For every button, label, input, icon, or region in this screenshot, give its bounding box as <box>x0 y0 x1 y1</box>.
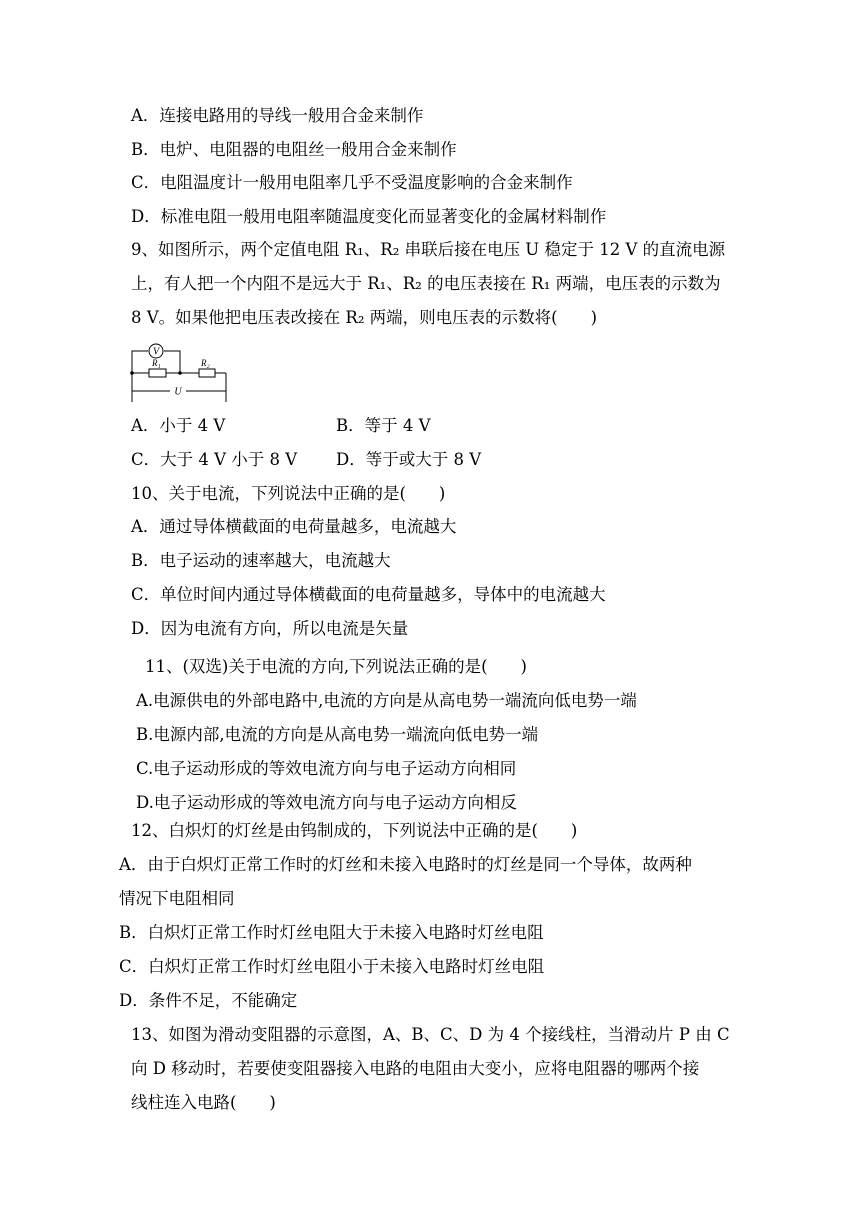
q9-option-a: A．小于 4 V <box>131 416 226 435</box>
r1-label: R₁ <box>152 358 161 368</box>
q10-option-c: C．单位时间内通过导体横截面的电荷量越多，导体中的电流越大 <box>131 585 606 604</box>
q11-option-c: C.电子运动形成的等效电流方向与电子运动方向相同 <box>136 759 517 778</box>
q13-stem-line-3: 线柱连入电路( ) <box>131 1093 276 1112</box>
q13-stem-line-2: 向 D 移动时，若要使变阻器接入电路的电阻由大变小，应将电阻器的哪两个接 <box>131 1059 700 1078</box>
q11-option-b: B.电源内部,电流的方向是从高电势一端流向低电势一端 <box>136 725 539 744</box>
r2-label: R₂ <box>201 358 210 368</box>
q12-stem: 12、白炽灯的灯丝是由钨制成的，下列说法中正确的是( ) <box>131 821 578 840</box>
q12-option-a: A．由于白炽灯正常工作时的灯丝和未接入电路时的灯丝是同一个导体，故两种 <box>119 855 692 874</box>
q9-circuit-diagram <box>128 342 230 404</box>
q10-option-a: A．通过导体横截面的电荷量越多，电流越大 <box>131 517 457 536</box>
q12-option-c: C．白炽灯正常工作时灯丝电阻小于未接入电路时灯丝电阻 <box>119 957 545 976</box>
q9-option-c: C．大于 4 V 小于 8 V <box>131 450 298 469</box>
q8-option-a: A．连接电路用的导线一般用合金来制作 <box>131 106 424 125</box>
q11-option-a: A.电源供电的外部电路中,电流的方向是从高电势一端流向低电势一端 <box>136 691 637 710</box>
q8-option-c: C．电阻温度计一般用电阻率几乎不受温度影响的合金来制作 <box>131 173 573 192</box>
q12-option-b: B．白炽灯正常工作时灯丝电阻大于未接入电路时灯丝电阻 <box>119 923 544 942</box>
q8-option-d: D．标准电阻一般用电阻率随温度变化而显著变化的金属材料制作 <box>131 207 607 226</box>
q10-option-d: D．因为电流有方向，所以电流是矢量 <box>131 619 409 638</box>
u-label: U <box>174 386 182 398</box>
q10-stem: 10、关于电流，下列说法中正确的是( ) <box>131 484 446 503</box>
voltmeter-label: V <box>152 346 160 358</box>
q11-option-d: D.电子运动形成的等效电流方向与电子运动方向相反 <box>136 793 517 812</box>
q9-option-d: D．等于或大于 8 V <box>336 450 482 469</box>
q9-stem-line-2: 上，有人把一个内阻不是远大于 R₁、R₂ 的电压表接在 R₁ 两端，电压表的示数为 <box>131 274 721 293</box>
q12-option-d: D．条件不足，不能确定 <box>119 991 298 1010</box>
q9-stem-line-1: 9、如图所示，两个定值电阻 R₁、R₂ 串联后接在电压 U 稳定于 12 V 的直流电源 <box>131 240 726 259</box>
q12-option-a-cont: 情况下电阻相同 <box>119 889 235 908</box>
q11-stem: 11、(双选)关于电流的方向,下列说法正确的是( ) <box>145 657 527 676</box>
q8-option-b: B．电炉、电阻器的电阻丝一般用合金来制作 <box>131 140 457 159</box>
q9-stem-line-3: 8 V。如果他把电压表改接在 R₂ 两端，则电压表的示数将( ) <box>131 308 598 327</box>
q9-option-b: B．等于 4 V <box>336 416 431 435</box>
q10-option-b: B．电子运动的速率越大，电流越大 <box>131 551 391 570</box>
q13-stem-line-1: 13、如图为滑动变阻器的示意图，A、B、C、D 为 4 个接线柱，当滑动片 P 由 C <box>131 1025 730 1044</box>
